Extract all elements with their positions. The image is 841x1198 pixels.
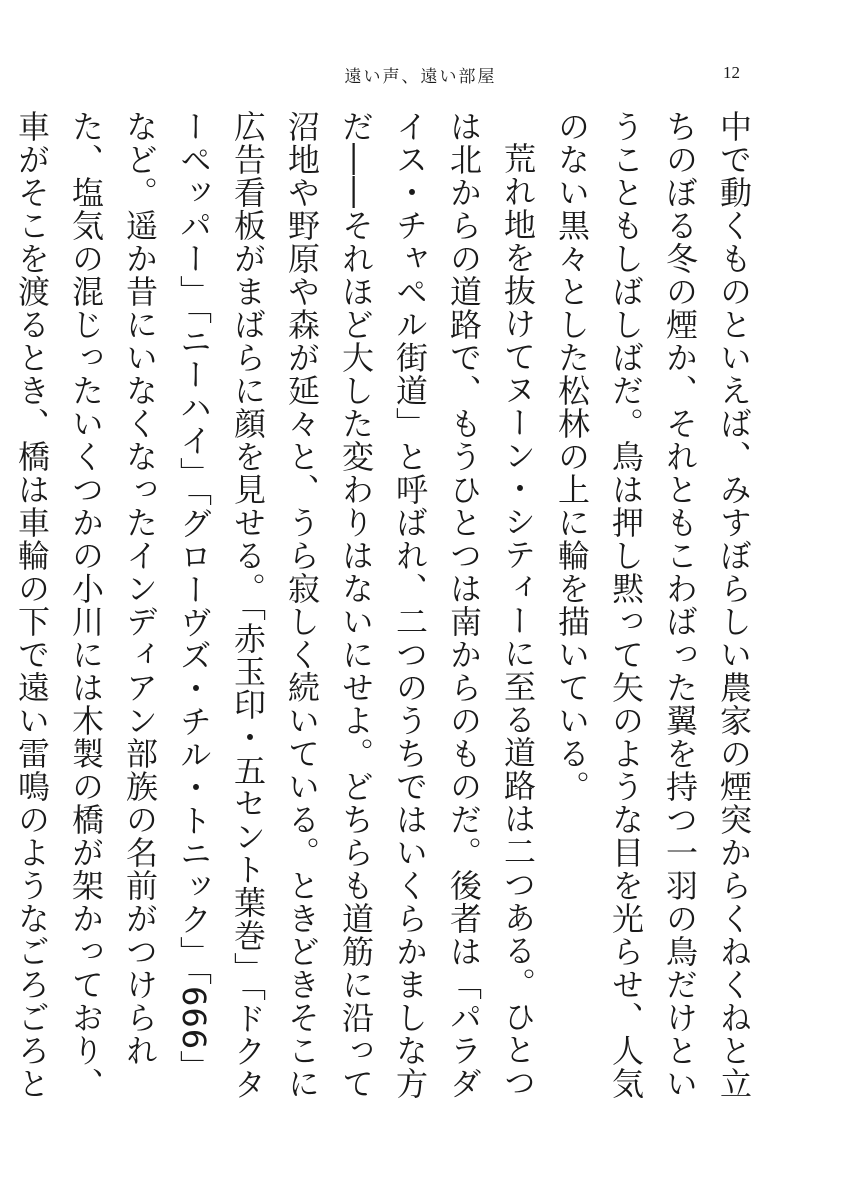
page-number: 12 bbox=[723, 63, 740, 82]
page-header bbox=[0, 62, 841, 92]
body-text bbox=[13, 110, 761, 1110]
paragraph-2: 荒れ地を抜けてヌーン・シティーに至る道路は二つある。ひとつは北からの道路で、もうひとつは南からのものだ。後者は「パラダイス・チャペル街道」と呼ばれ、二つのうちではいくらかましな方だ――それほど大した変わりはないにせよ。どちらも道筋に沿って沼地や野原や森が延々と、うら寂しく続いている。ときどきそこに広告看板がまばらに顔を見せる。「赤玉印・五セント葉巻」「ドクターペッパー」「ニーハイ」「グローヴズ・チル・トニック」「666」など。遥か昔にいなくなったインディアン部族の名前がつけられた、塩気の混じったいくつかの小川には木製の橋が架かっており、車がそこを渡るとき、橋は車輪の下で遠い雷鳴のようなごろごろと bbox=[13, 110, 537, 1101]
running-title: 遠い声、遠い部屋 bbox=[344, 67, 497, 87]
paragraph-1: 中で動くものといえば、みすぼらしい農家の煙突からくねくねと立ちのぼる冬の煙か、それともこわばった翼を持つ一羽の鳥だけということもしばしばだ。鳥は押し黙って矢のような目を光らせ、人気のない黒々とした松林の上に輪を描いている。 bbox=[553, 110, 753, 1100]
